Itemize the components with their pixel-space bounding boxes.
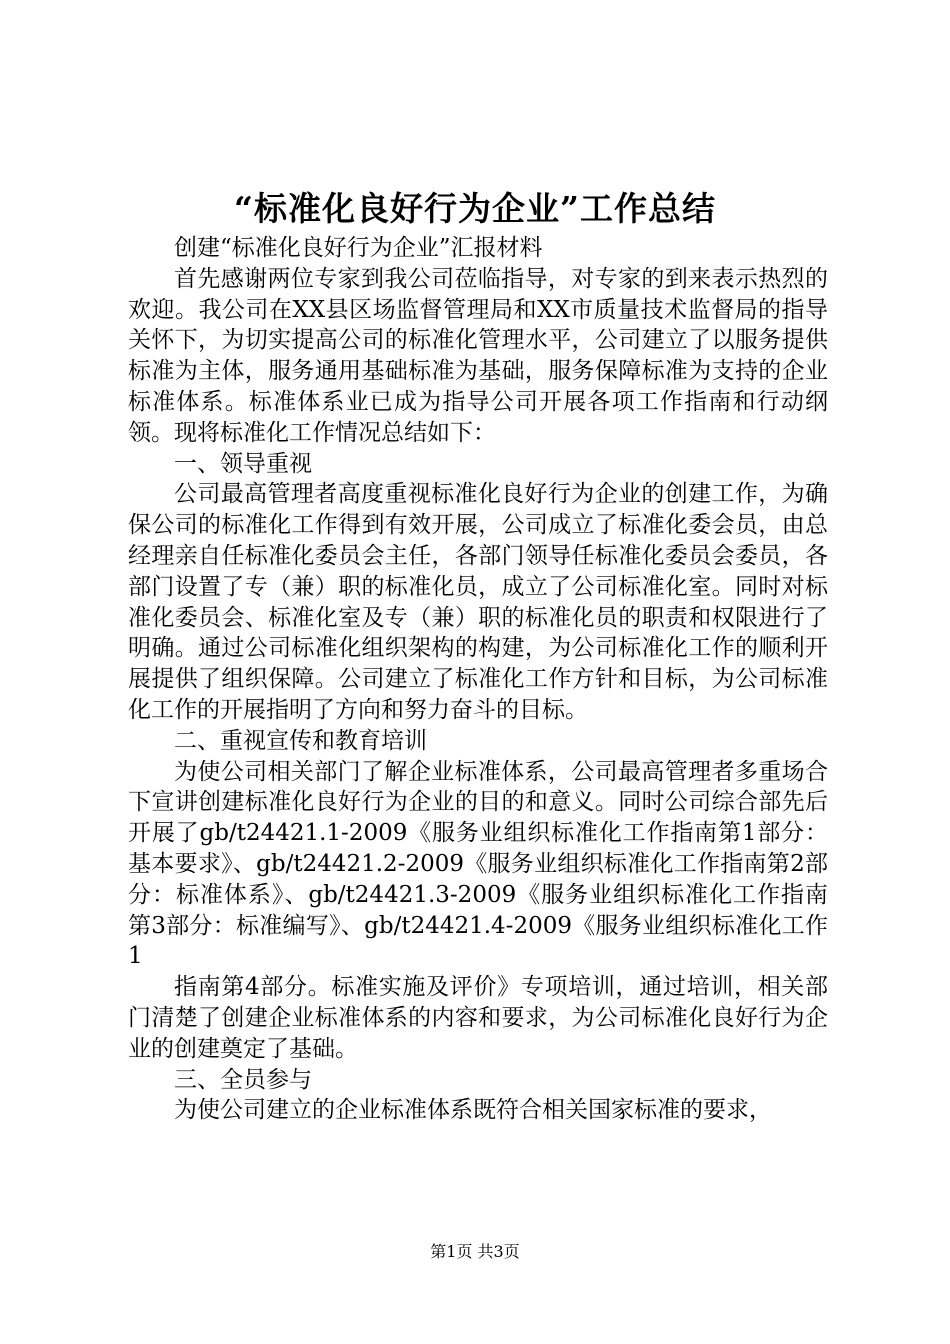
document-title: “标准化良好行为企业”工作总结 (234, 189, 716, 228)
document-body (128, 233, 828, 1126)
paragraph-intro: 首先感谢两位专家到我公司莅临指导，对专家的到来表示热烈的欢迎。我公司在XX县区场监督管理局和XX市质量技术监督局的指导关怀下，为切实提高公司的标准化管理水平，公司建立了以服务提供标准为主体，服务通用基础标准为基础，服务保障标准为支持的企业标准体系。标准体系业已成为指导公司开展各项工作指南和行动纲领。现将标准化工作情况总结如下： (128, 265, 828, 446)
page-footer: 第1页 共3页 (430, 1242, 520, 1261)
paragraph-section-2-cont: 指南第4部分。标准实施及评价》专项培训，通过培训，相关部门清楚了创建企业标准体系的内容和要求，为公司标准化良好行为企业的创建奠定了基础。 (128, 974, 828, 1062)
paragraph-subtitle: 创建“标准化良好行为企业”汇报材料 (174, 235, 543, 261)
section-heading-1: 一、领导重视 (174, 450, 312, 477)
paragraph-section-3: 为使公司建立的企业标准体系既符合相关国家标准的要求， (174, 1097, 772, 1124)
paragraph-section-1: 公司最高管理者高度重视标准化良好行为企业的创建工作，为确保公司的标准化工作得到有效开展，公司成立了标准化委会员，由总经理亲自任标准化委员会主任，各部门领导任标准化委员会委员，各部门设置了专（兼）职的标准化员，成立了公司标准化室。同时对标准化委员会、标准化室及专（兼）职的标准化员的职责和权限进行了明确。通过公司标准化组织架构的构建，为公司标准化工作的顺利开展提供了组织保障。公司建立了标准化工作方针和目标，为公司标准化工作的开展指明了方向和努力奋斗的目标。 (128, 481, 828, 723)
section-heading-2: 二、重视宣传和教育培训 (174, 727, 427, 754)
section-heading-3: 三、全员参与 (174, 1066, 312, 1093)
paragraph-section-2: 为使公司相关部门了解企业标准体系，公司最高管理者多重场合下宣讲创建标准化良好行为企业的目的和意义。同时公司综合部先后开展了gb/t24421.1-2009《服务业组织标准化工作指南第1部分：基本要求》、gb/t24421.2-2009《服务业组织标准化工作指南第2部分：标准体系》、gb/t24421.3-2009《服务业组织标准化工作指南第3部分：标准编写》、gb/t24421.4-2009《服务业组织标准化工作1 (128, 758, 828, 970)
